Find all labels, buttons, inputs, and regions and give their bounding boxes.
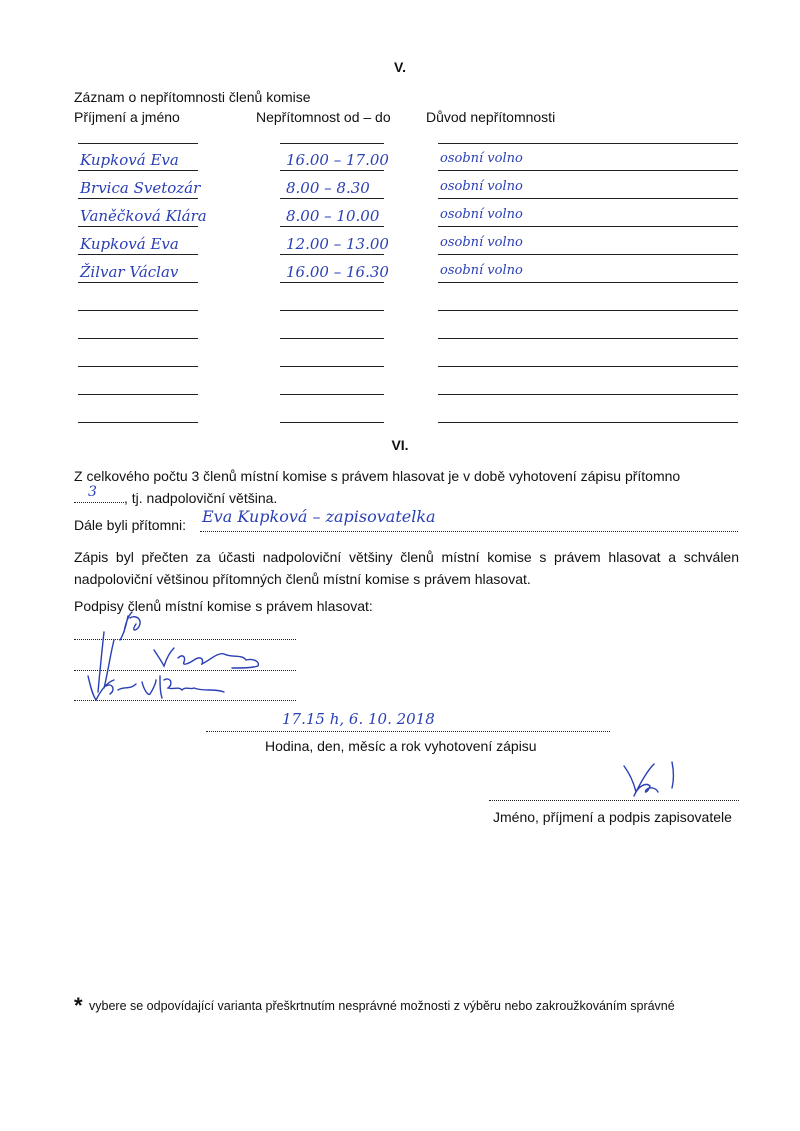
absence-record-title: Záznam o nepřítomnosti členů komise [74, 89, 311, 105]
attendance-text-end: , tj. nadpoloviční většina. [124, 490, 278, 506]
absence-reason-field[interactable] [438, 422, 738, 423]
column-header-absence: Nepřítomnost od – do [256, 109, 391, 125]
absence-time-field[interactable] [280, 282, 384, 283]
absence-reason-field[interactable] [438, 170, 738, 171]
absence-name-field[interactable] [78, 254, 198, 255]
column-header-name: Příjmení a jméno [74, 109, 180, 125]
absence-time-value: 16.00 – 16.30 [286, 263, 389, 281]
absence-reason-value: osobní volno [440, 207, 523, 222]
attendance-paragraph [74, 465, 739, 509]
absence-name-value: Žilvar Václav [80, 263, 179, 281]
absence-time-value: 12.00 – 13.00 [286, 235, 389, 253]
absence-name-field[interactable] [78, 338, 198, 339]
footnote-asterisk: * [74, 993, 83, 1018]
datetime-field[interactable] [206, 731, 610, 732]
absence-name-field[interactable] [78, 422, 198, 423]
absence-name-field[interactable] [78, 394, 198, 395]
absence-reason-field[interactable] [438, 310, 738, 311]
absence-name-field[interactable] [78, 226, 198, 227]
approval-paragraph: Zápis byl přečten za účasti nadpoloviční většiny členů místní komise s právem hlasovat a schválen nadpoloviční většinou přítomných členů místní komise s právem hlasovat. [74, 549, 739, 587]
absence-time-field[interactable] [280, 422, 384, 423]
table-header-underline [438, 143, 738, 144]
absence-reason-field[interactable] [438, 282, 738, 283]
absence-reason-field[interactable] [438, 338, 738, 339]
absence-name-field[interactable] [78, 170, 198, 171]
others-present-value: Eva Kupková – zapisovatelka [202, 507, 436, 526]
present-count-value: 3 [88, 484, 97, 500]
absence-time-value: 8.00 – 10.00 [286, 207, 380, 225]
absence-name-value: Vaněčková Klára [80, 207, 207, 225]
absence-time-field[interactable] [280, 254, 384, 255]
recorder-signature-image [600, 756, 700, 804]
absence-reason-value: osobní volno [440, 235, 523, 250]
absence-time-field[interactable] [280, 170, 384, 171]
member-signatures-image [74, 610, 304, 710]
others-present-label: Dále byli přítomni: [74, 517, 187, 533]
absence-reason-field[interactable] [438, 226, 738, 227]
absence-reason-value: osobní volno [440, 179, 523, 194]
member-signatures-label: Podpisy členů místní komise s právem hlasovat: [74, 598, 373, 614]
absence-reason-value: osobní volno [440, 263, 523, 278]
table-header-underline [280, 143, 384, 144]
absence-name-value: Brvica Svetozár [80, 179, 201, 197]
datetime-caption: Hodina, den, měsíc a rok vyhotovení zápisu [265, 738, 537, 754]
attendance-text: Z celkového počtu 3 členů místní komise s právem hlasovat je v době vyhotovení zápisu přítomno [74, 468, 681, 484]
absence-time-field[interactable] [280, 394, 384, 395]
absence-reason-field[interactable] [438, 394, 738, 395]
absence-time-field[interactable] [280, 366, 384, 367]
absence-time-value: 8.00 – 8.30 [286, 179, 370, 197]
absence-reason-value: osobní volno [440, 151, 523, 166]
recorder-caption: Jméno, příjmení a podpis zapisovatele [493, 809, 732, 825]
others-present-field[interactable] [200, 531, 738, 532]
absence-name-value: Kupková Eva [80, 235, 179, 253]
table-header-underline [78, 143, 198, 144]
absence-name-value: Kupková Eva [80, 151, 179, 169]
absence-time-field[interactable] [280, 310, 384, 311]
section-v-heading: V. [394, 59, 406, 75]
absence-name-field[interactable] [78, 310, 198, 311]
absence-name-field[interactable] [78, 366, 198, 367]
absence-time-field[interactable] [280, 226, 384, 227]
absence-time-field[interactable] [280, 198, 384, 199]
column-header-reason: Důvod nepřítomnosti [426, 109, 556, 125]
datetime-value: 17.15 h, 6. 10. 2018 [282, 710, 435, 728]
absence-reason-field[interactable] [438, 254, 738, 255]
absence-time-value: 16.00 – 17.00 [286, 151, 389, 169]
absence-reason-field[interactable] [438, 366, 738, 367]
absence-name-field[interactable] [78, 282, 198, 283]
footnote-text: vybere se odpovídající varianta přeškrtnutím nesprávné možnosti z výběru nebo zakroužkováním správné [89, 999, 675, 1013]
absence-name-field[interactable] [78, 198, 198, 199]
section-vi-heading: VI. [391, 437, 409, 453]
present-count-field[interactable] [74, 484, 124, 503]
absence-time-field[interactable] [280, 338, 384, 339]
absence-reason-field[interactable] [438, 198, 738, 199]
